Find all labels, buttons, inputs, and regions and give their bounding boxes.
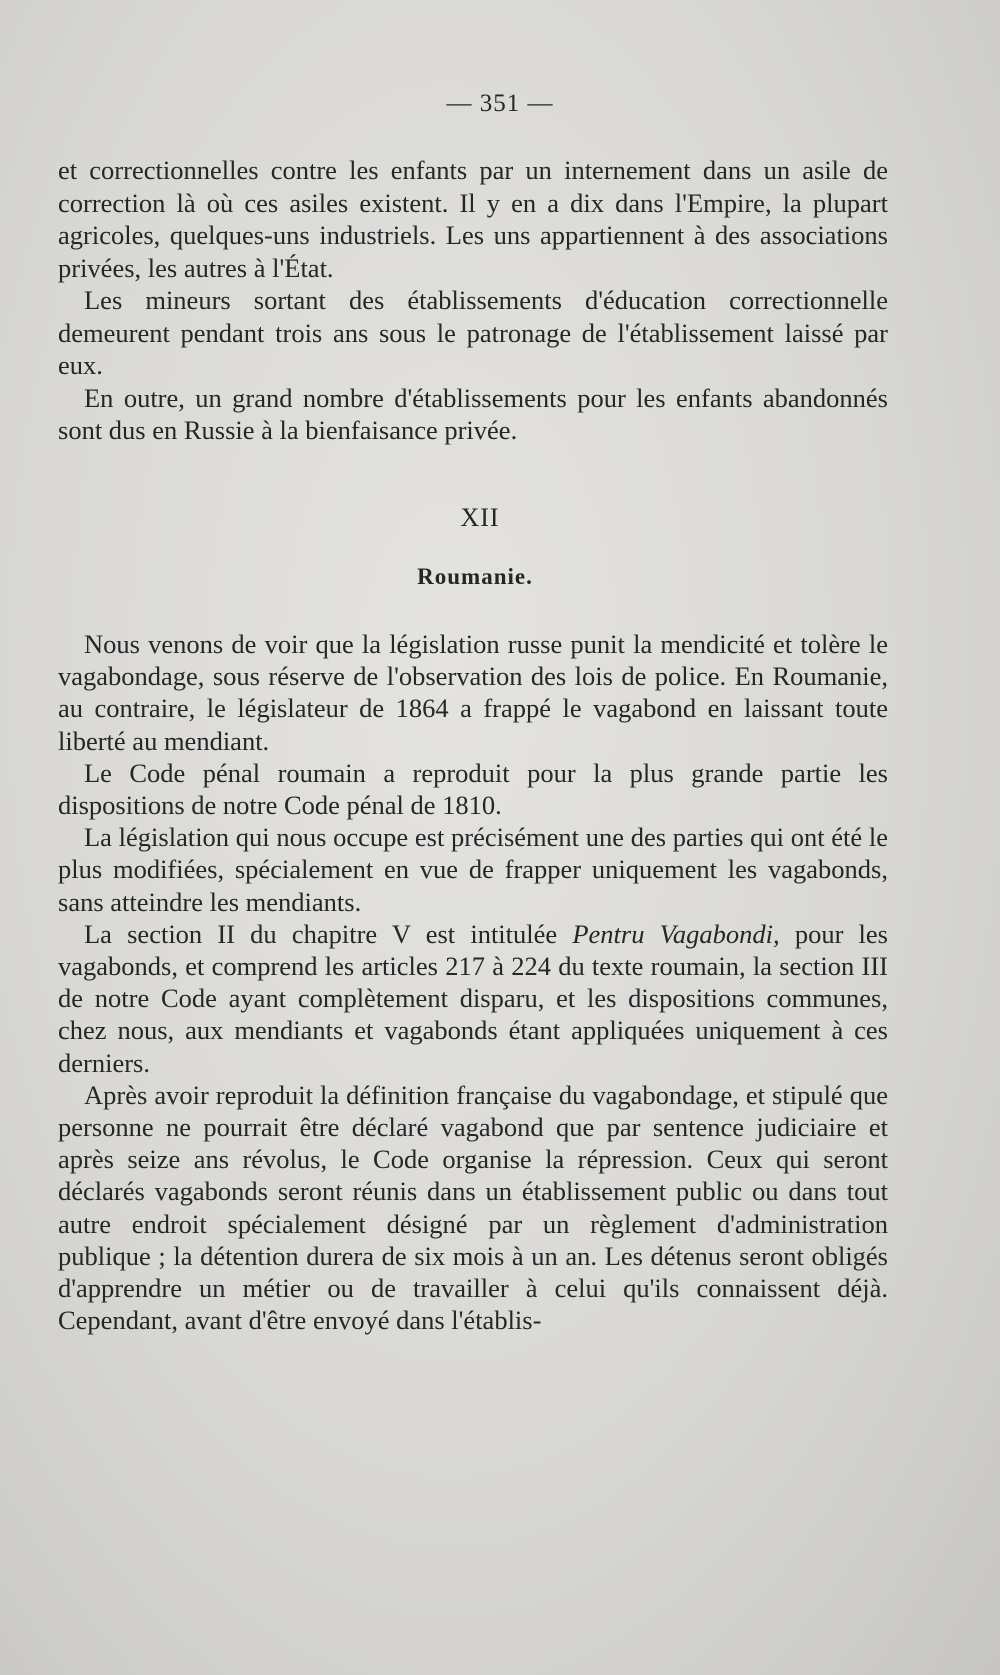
page-number: — 351 —	[446, 90, 554, 117]
top-text-block	[58, 154, 888, 447]
paragraph: et correctionnelles contre les enfants par un internement dans un asile de correction là où ces asiles existent. Il y en a dix dans l'Empire, la plupart agricoles, quelques-uns industriels. Les uns appartiennent à des associations privées, les autres à l'État.	[58, 155, 888, 283]
paragraph: La législation qui nous occupe est précisément une des parties qui ont été le plus modifiées, spécialement en vue de frapper uniquement les vagabonds, sans atteindre les mendiants.	[58, 822, 888, 917]
paragraph: En outre, un grand nombre d'établissements pour les enfants abandonnés sont dus en Russie à la bienfaisance privée.	[58, 382, 888, 445]
section-number: XII	[460, 503, 500, 532]
italic-title: Pentru Vagabondi,	[572, 918, 780, 949]
paragraph-text: pour les vagabonds, et comprend les articles 217 à 224 du texte roumain, la section III de notre Code ayant complètement disparu, et les dispositions communes, chez nous, aux mendiants et vagabonds étant appliquées uniquement à ces derniers.	[58, 918, 888, 1078]
paragraph: Nous venons de voir que la législation russe punit la mendicité et tolère le vagabondage, sous réserve de l'observation des lois de police. En Roumanie, au contraire, le législateur de 1864 a frappé le vagabond en laissant toute liberté au mendiant.	[58, 629, 888, 756]
paragraph	[58, 918, 888, 1079]
paragraph-text: La section II du chapitre V est intitulée	[84, 918, 573, 949]
paragraph: Les mineurs sortant des établissements d'éducation correctionnelle demeurent pendant trois ans sous le patronage de l'établissement laissé par eux.	[58, 285, 888, 380]
paragraph: Après avoir reproduit la définition française du vagabondage, et stipulé que personne ne pourrait être déclaré vagabond que par sentence judiciaire et après seize ans révolus, le Code organise la répression. Ceux qui seront déclarés vagabonds seront réunis dans un établissement public ou dans tout autre endroit spécialement désigné par un règlement d'administration publique ; la détention durera de six mois à un an. Les détenus seront obligés d'apprendre un métier ou de travailler à celui qu'ils connaissent déjà. Cependant, avant d'être envoyé dans l'établis-	[58, 1079, 888, 1336]
section-title: Roumanie.	[417, 564, 533, 589]
bottom-text-block	[58, 628, 888, 1336]
paragraph: Le Code pénal roumain a reproduit pour la plus grande partie les dispositions de notre Code pénal de 1810.	[58, 757, 888, 821]
